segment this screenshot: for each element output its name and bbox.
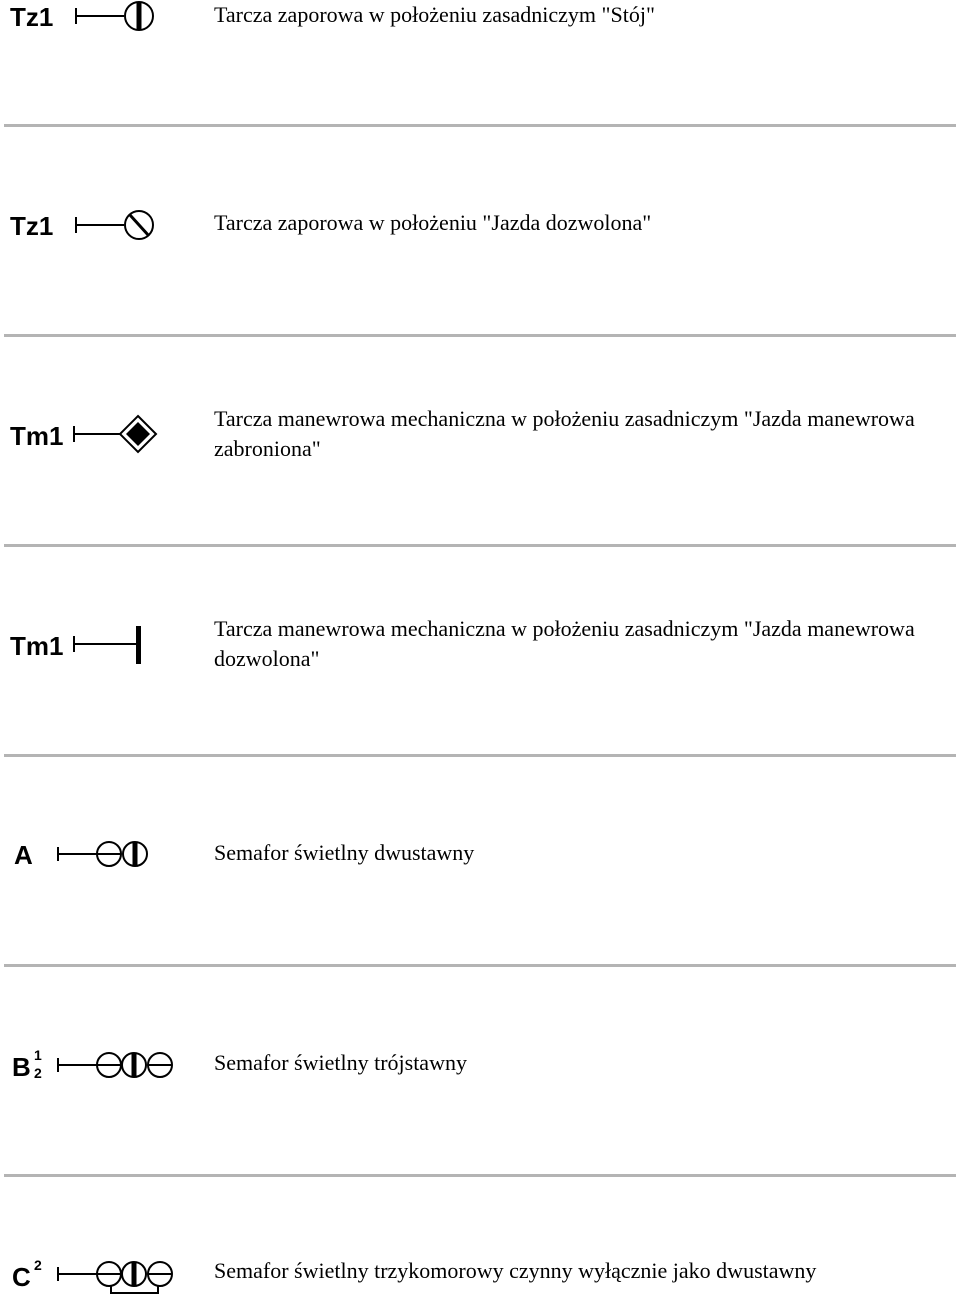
row-description: Tarcza manewrowa mechaniczna w położeniu zasadniczym "Jazda manewrowa zabroniona" xyxy=(214,406,915,461)
row-description: Tarcza zaporowa w położeniu "Jazda dozwolona" xyxy=(214,210,652,235)
row-description: Semafor świetlny dwustawny xyxy=(214,840,475,865)
separator xyxy=(4,124,956,127)
row-description: Tarcza zaporowa w położeniu zasadniczym "Stój" xyxy=(214,2,655,27)
shunting-blocking-disc-go-icon xyxy=(0,208,200,268)
separator xyxy=(4,334,956,337)
row-description: Semafor świetlny trójstawny xyxy=(214,1050,467,1075)
signal-code-superscript: 2 xyxy=(34,1257,42,1273)
shunting-blocking-disc-stop-icon xyxy=(0,0,200,60)
separator xyxy=(4,544,956,547)
signal-code-superscript: 1 xyxy=(34,1048,42,1063)
three-chamber-light-signal-icon xyxy=(0,1256,200,1316)
row-description: Tarcza manewrowa mechaniczna w położeniu zasadniczym "Jazda manewrowa dozwolona" xyxy=(214,616,915,671)
signal-code: A xyxy=(14,840,33,870)
signal-code: Tz1 xyxy=(10,2,54,32)
signal-code: Tz1 xyxy=(10,211,54,241)
signal-code: B xyxy=(12,1052,31,1082)
separator xyxy=(4,964,956,967)
separator xyxy=(4,1174,956,1177)
signal-code-subscript: 2 xyxy=(34,1065,42,1081)
mechanical-shunting-disc-diamond-icon xyxy=(0,404,200,464)
signal-code: Tm1 xyxy=(10,631,64,661)
separator xyxy=(4,754,956,757)
mechanical-shunting-disc-bar-icon xyxy=(0,614,200,674)
row-description: Semafor świetlny trzykomorowy czynny wyłącznie jako dwustawny xyxy=(214,1258,817,1283)
two-aspect-light-signal-icon xyxy=(0,838,200,898)
signal-code: Tm1 xyxy=(10,421,64,451)
signal-code: C xyxy=(12,1262,31,1292)
three-aspect-light-signal-icon xyxy=(0,1048,200,1108)
